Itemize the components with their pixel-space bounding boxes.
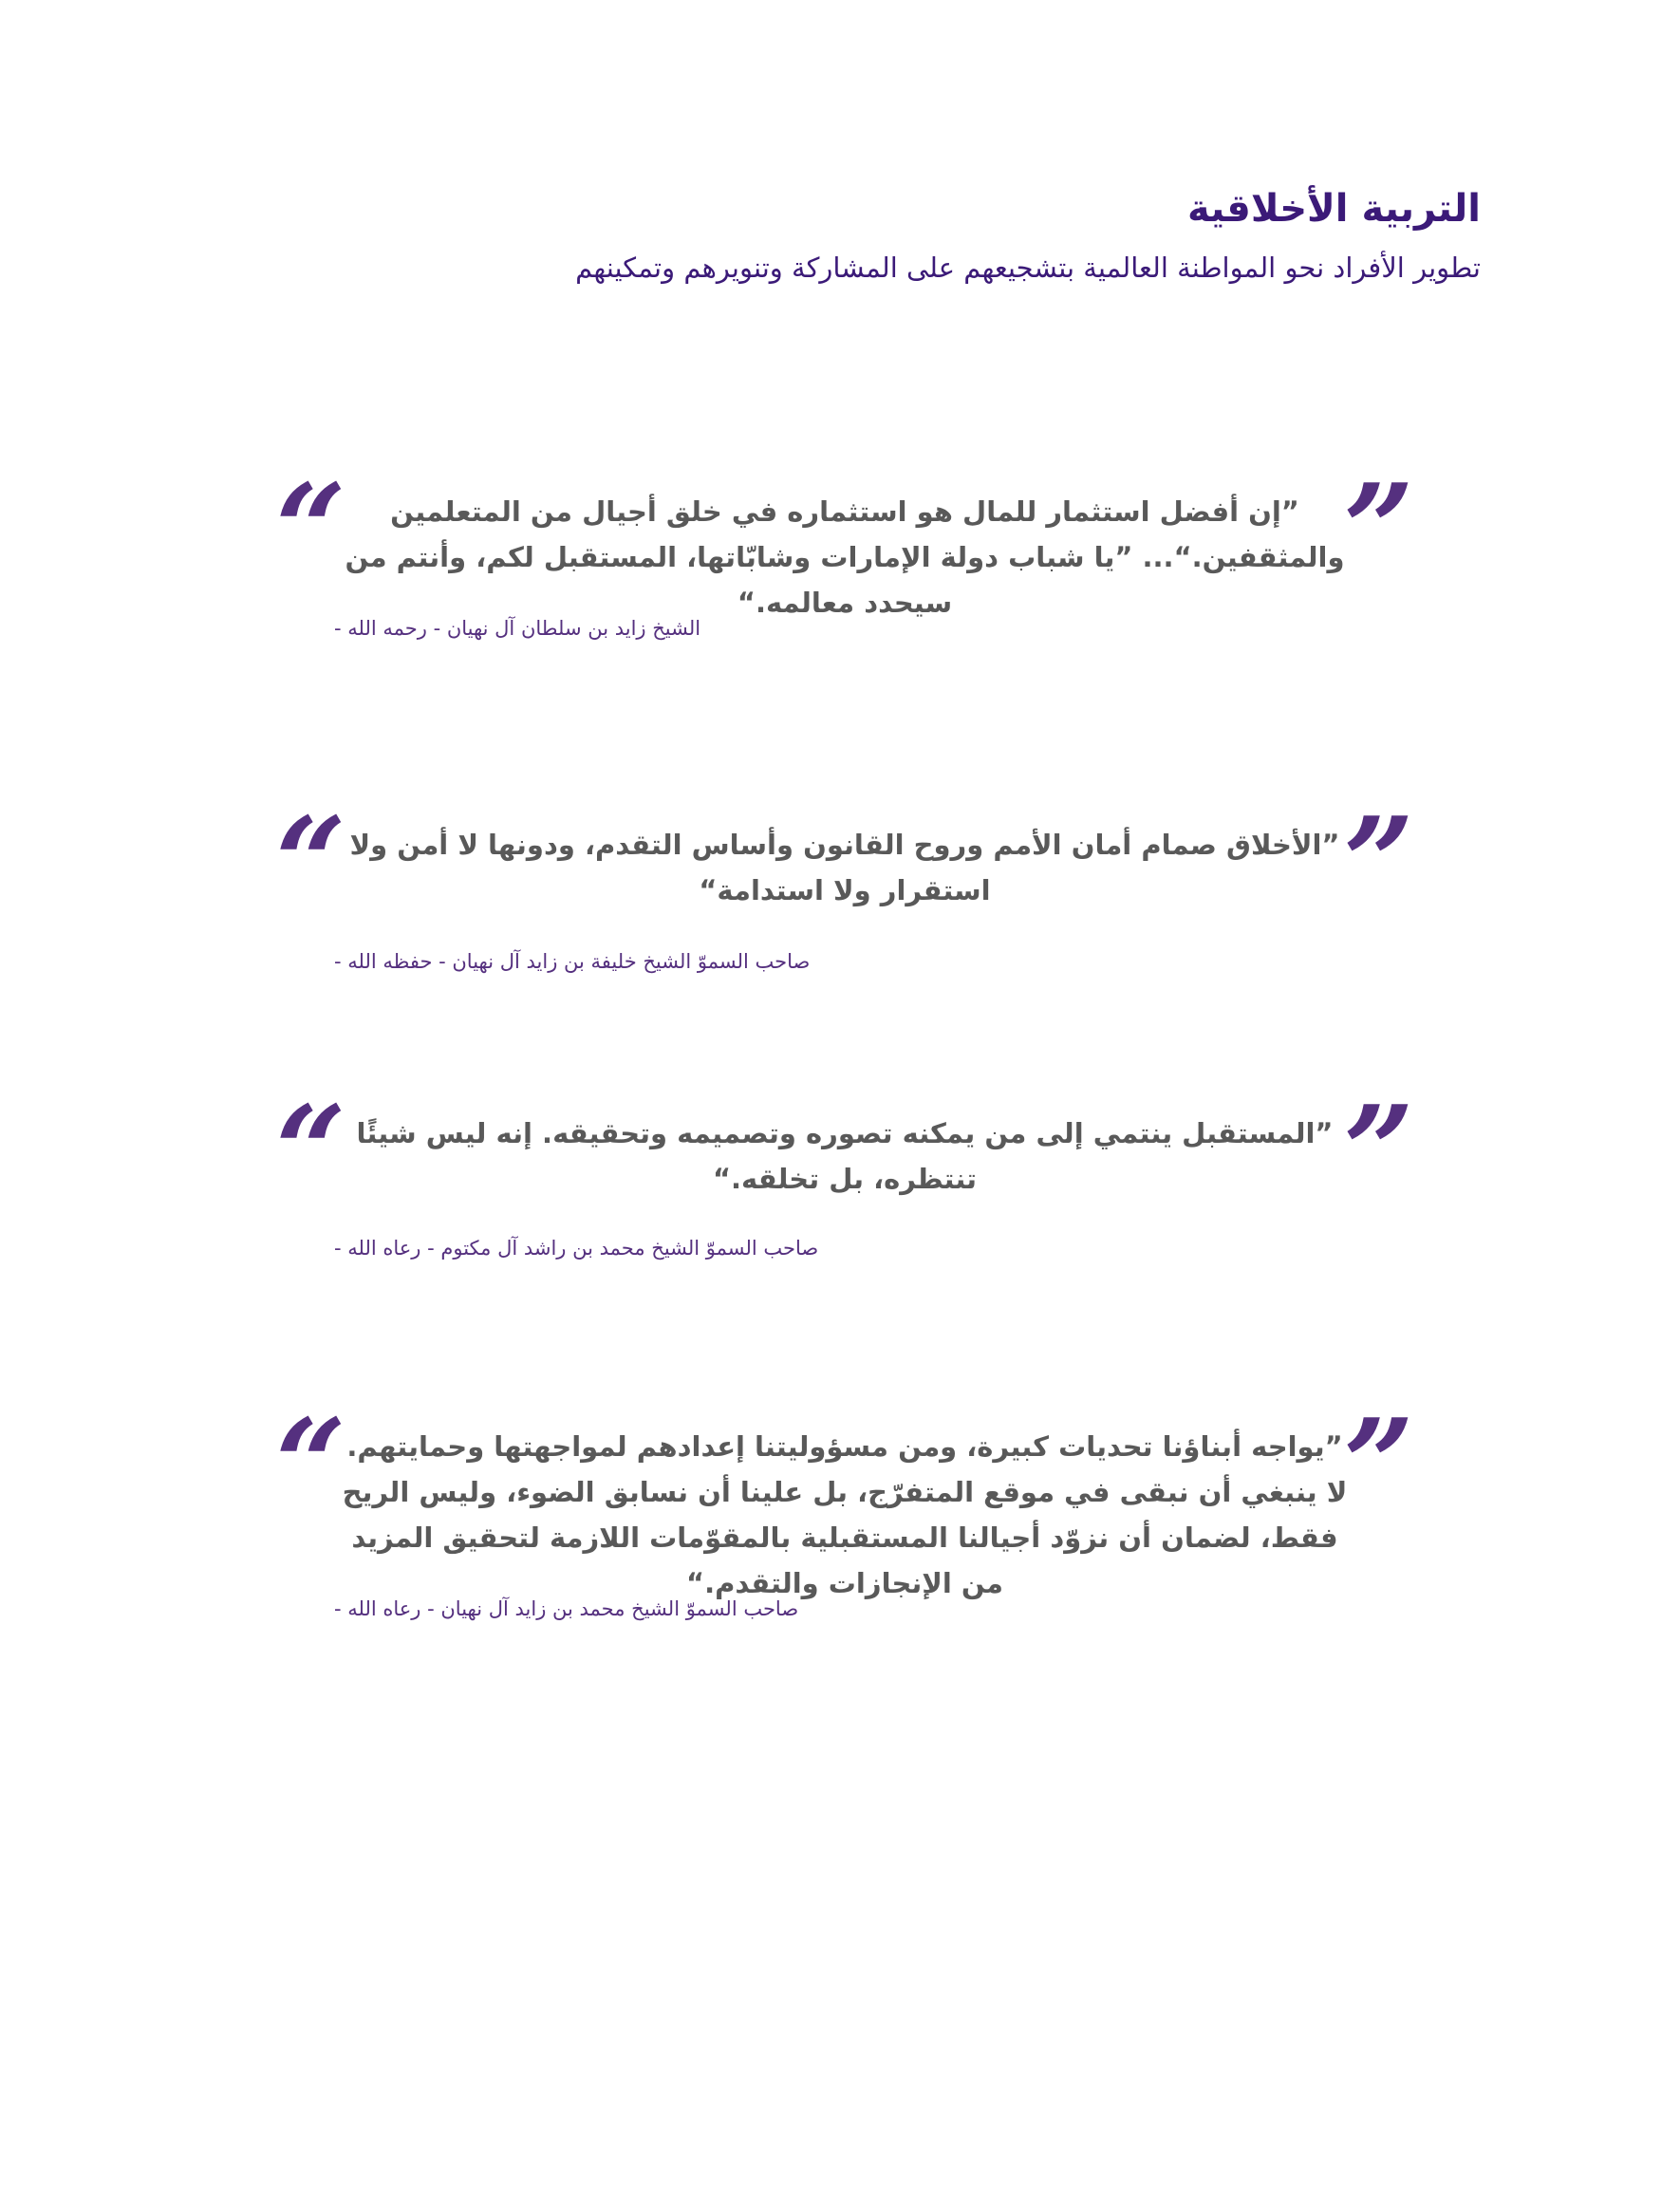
quote-author: صاحب السموّ الشيخ محمد بن زايد آل نهيان - رعاه الله - [334,1597,799,1620]
close-quote-icon: “ [275,790,346,935]
quote-text: ”المستقبل ينتمي إلى من يمكنه تصوره وتصميمه وتحقيقه. إنه ليس شيئًا تنتظره، بل تخلقه.“ [356,1117,1334,1195]
quote-block [275,1078,1414,1357]
page-header [247,180,1481,289]
quote-author: صاحب السموّ الشيخ خليفة بن زايد آل نهيان - حفظه الله - [334,950,811,973]
open-quote-icon: ” [1343,1078,1414,1223]
page-title: التربية الأخلاقية [1187,187,1481,231]
quote-author: الشيخ زايد بن سلطان آل نهيان - رحمه الله - [334,617,701,640]
quote-block [275,1391,1414,1671]
quote-author: صاحب السموّ الشيخ محمد بن راشد آل مكتوم - رعاه الله - [334,1237,819,1260]
open-quote-icon: ” [1343,457,1414,602]
quote-text: ”إن أفضل استثمار للمال هو استثماره في خلق أجيال من المتعلمين والمثقفين.“... ”يا شباب دولة الإمارات وشابّاتها، المستقبل لكم، وأنتم من سيحدد معالمه.“ [345,495,1345,619]
open-quote-icon: ” [1343,1391,1414,1537]
close-quote-icon: “ [275,457,346,602]
close-quote-icon: “ [275,1391,346,1537]
open-quote-icon: ” [1343,790,1414,935]
quote-text: ”الأخلاق صمام أمان الأمم وروح القانون وأساس التقدم، ودونها لا أمن ولا استقرار ولا استدامة“ [349,829,1340,906]
quote-text: ”يواجه أبناؤنا تحديات كبيرة، ومن مسؤوليتنا إعدادهم لمواجهتها وحمايتهم. لا ينبغي أن نبقى في موقع المتفرّج، بل علينا أن نسابق الضوء، وليس الريح فقط، لضمان أن نزوّد أجيالنا المستقبلية بالمقوّمات اللازمة لتحقيق المزيد من الإنجازات والتقدم.“ [342,1430,1348,1599]
close-quote-icon: “ [275,1078,346,1223]
page-subtitle: تطوير الأفراد نحو المواطنة العالمية بتشجيعهم على المشاركة وتنويرهم وتمكينهم [575,252,1481,284]
quote-block [275,457,1414,736]
quote-block [275,790,1414,1069]
